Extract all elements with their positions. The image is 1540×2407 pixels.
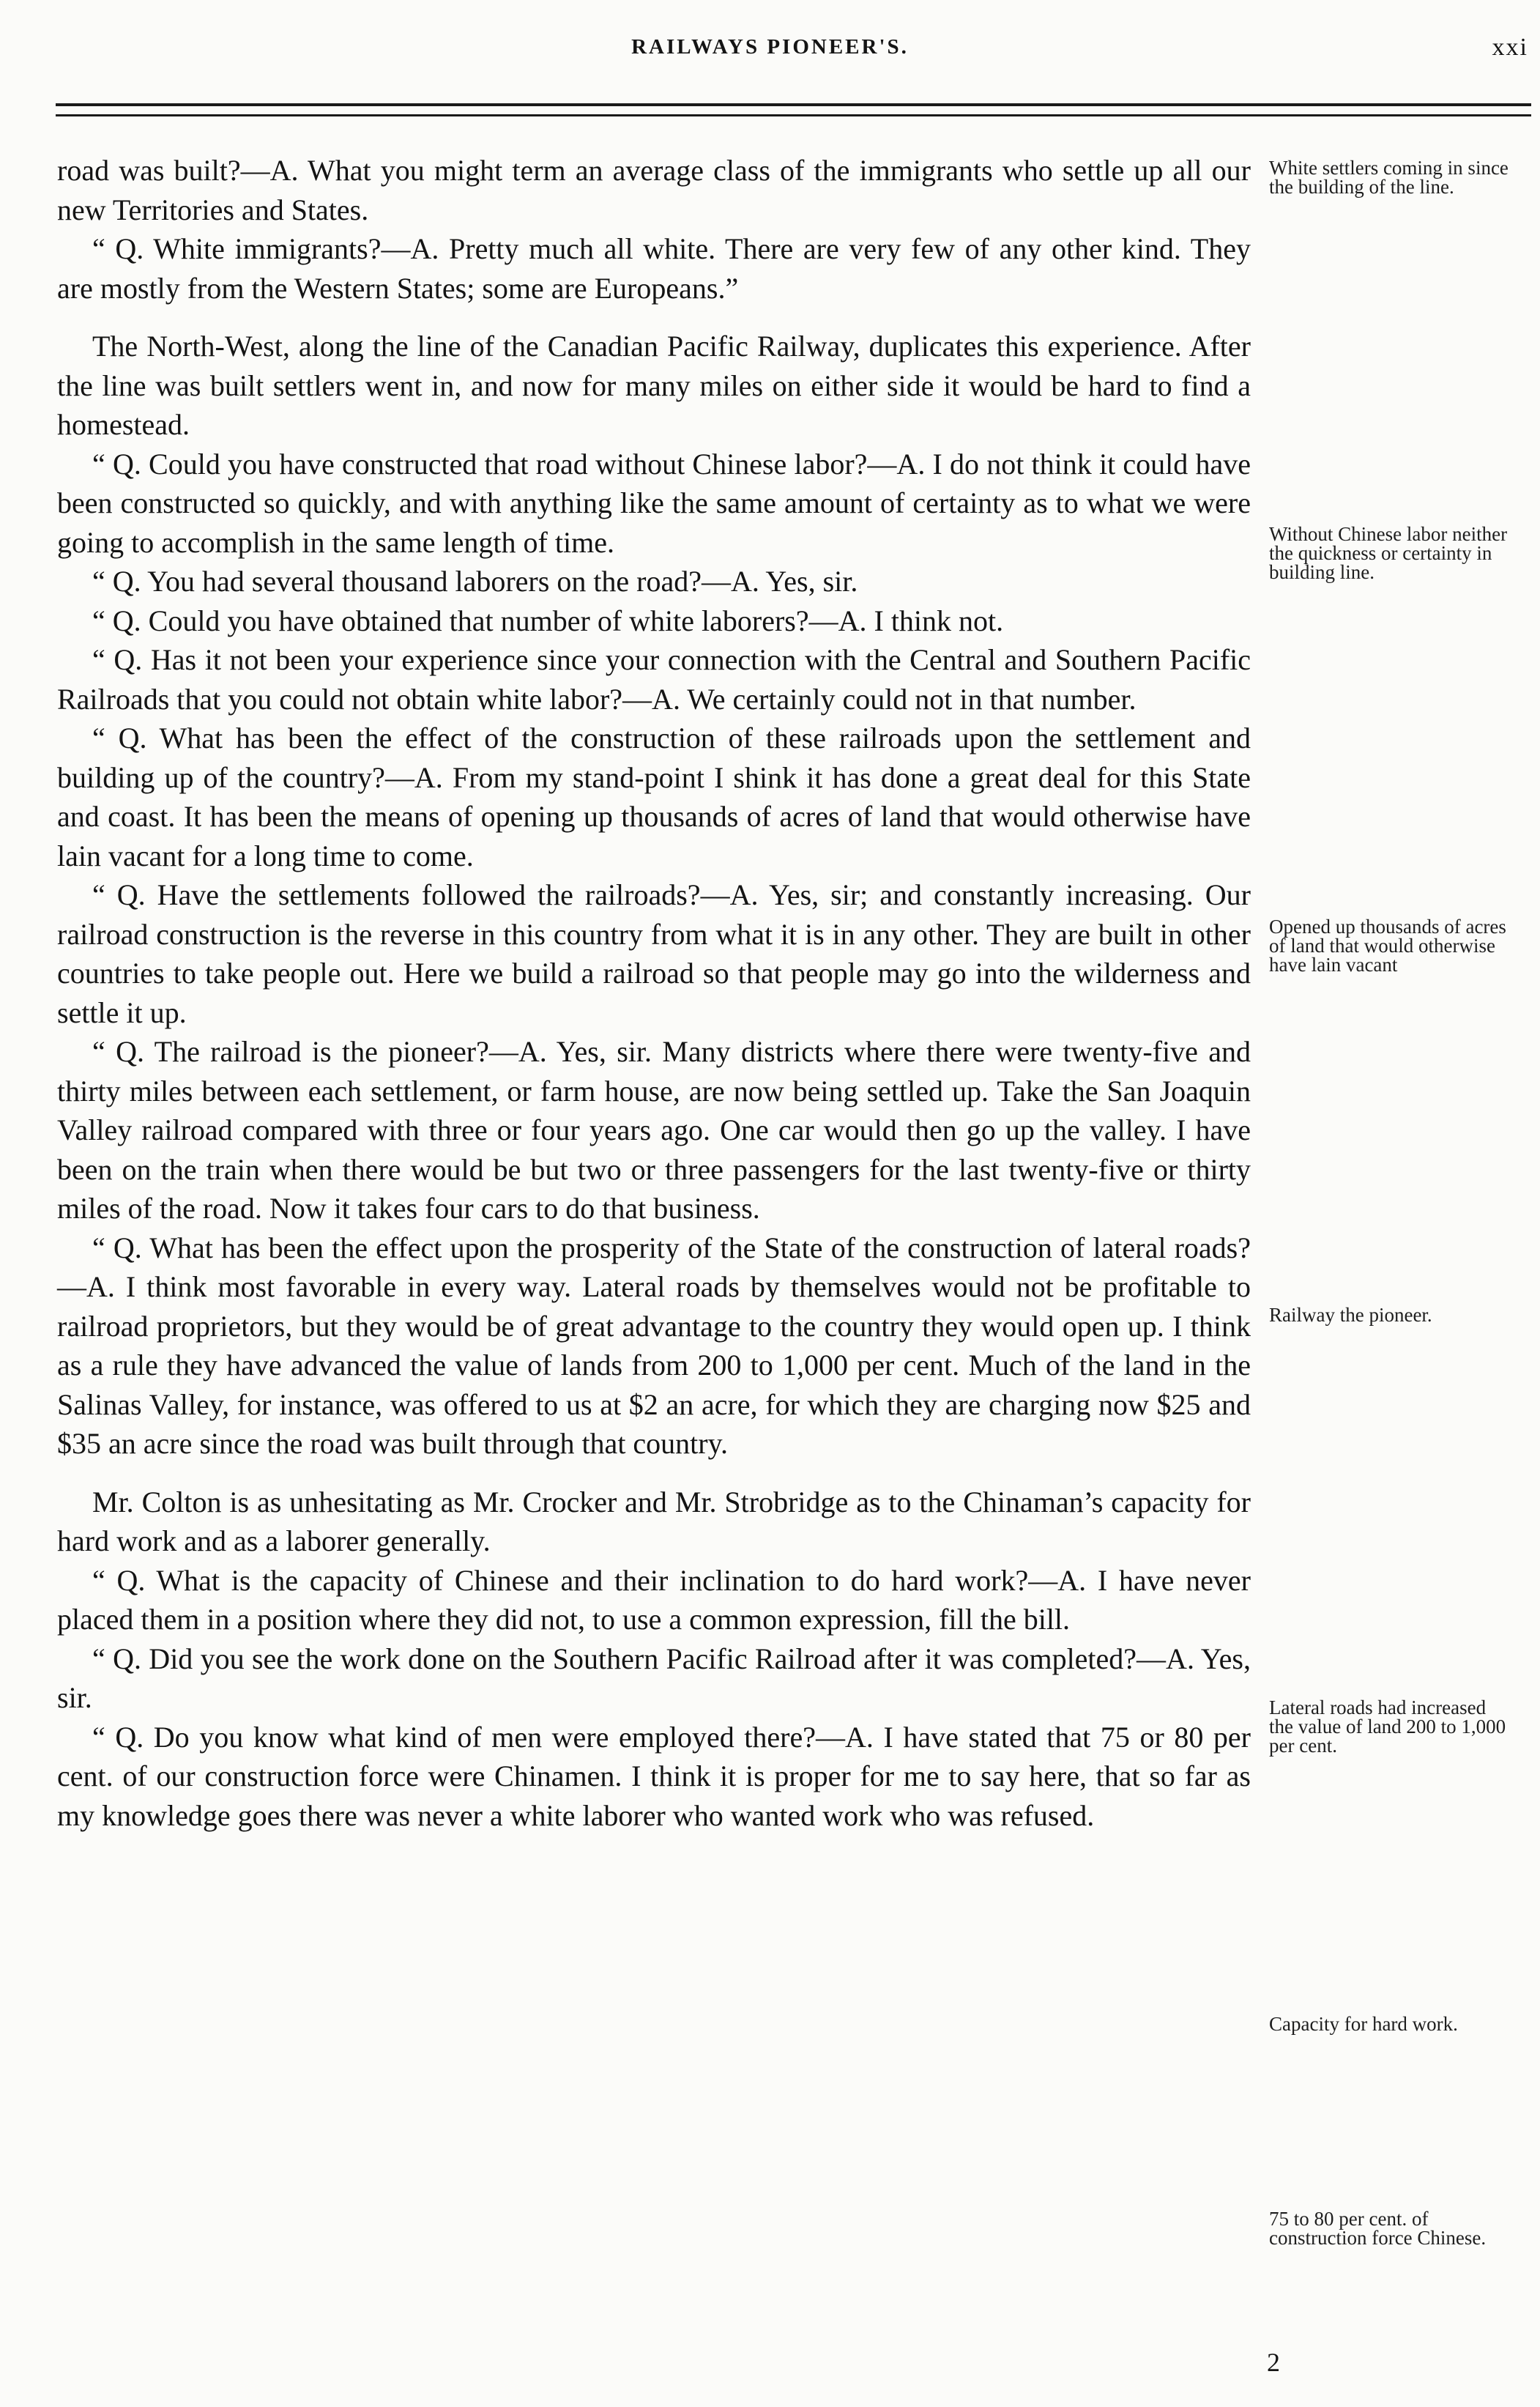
page-number-roman: xxi xyxy=(1492,34,1528,61)
paragraph: road was built?—A. What you might term an average class of the immigrants who settle up all our new Territories and States. xyxy=(57,154,1251,226)
paragraph: “ Q. You had several thousand laborers on the road?—A. Yes, sir. xyxy=(92,565,858,598)
margin-note: White settlers coming in since the building of the line. xyxy=(1269,157,1509,198)
margin-note: Opened up thousands of acres of land that would otherwise have lain vacant xyxy=(1269,916,1506,976)
paragraph: “ Q. What has been the effect upon the prosperity of the State of the construction of lateral roads?—A. I think most favorable in every way. Lateral roads by themselves would not be profitable to railroad proprietors, but they would be of great advantage to the country they would open up. I think as a rule they have advanced the value of lands from 200 to 1,000 per cent. Much of the land in the Salinas Valley, for instance, was offered to us at $2 an acre, for which they are charging now $25 and $35 an acre since the road was built through that country. xyxy=(57,1231,1251,1460)
paragraph: “ Q. White immigrants?—A. Pretty much all white. There are very few of any other kind. They are mostly from the Western States; some are Europeans.” xyxy=(57,232,1251,305)
main-text-column xyxy=(57,151,1251,1835)
paragraph: Mr. Colton is as unhesitating as Mr. Crocker and Mr. Strobridge as to the Chinaman’s capacity for hard work and as a laborer generally. xyxy=(57,1485,1251,1557)
margin-note: Capacity for hard work. xyxy=(1269,2013,1458,2035)
paragraph: “ Q. Did you see the work done on the Southern Pacific Railroad after it was completed?—A. Yes, sir. xyxy=(57,1642,1251,1714)
paragraph: “ Q. Do you know what kind of men were employed there?—A. I have stated that 75 or 80 per cent. of our construction force were Chinamen. I think it is proper for me to say here, that so far as my knowledge goes there was never a white laborer who wanted work who was refused. xyxy=(57,1720,1251,1832)
margin-note: Without Chinese labor neither the quickness or certainty in building line. xyxy=(1269,523,1508,583)
paragraph: “ Q. Could you have obtained that number of white laborers?—A. I think not. xyxy=(92,604,1004,637)
paragraph: “ Q. What has been the effect of the construction of these railroads upon the settlement and building up of the country?—A. From my stand-point I shink it has done a great deal for this State and coast. It has been the means of opening up thousands of acres of land that would otherwise have lain vacant for a long time to come. xyxy=(57,722,1251,872)
paragraph: “ Q. Could you have constructed that road without Chinese labor?—A. I do not think it could have been constructed so quickly, and with anything like the same amount of certainty as to what we were going to accomplish in the same length of time. xyxy=(57,447,1251,559)
running-header xyxy=(0,29,1540,73)
paragraph: “ Q. Has it not been your experience since your connection with the Central and Southern Pacific Railroads that you could not obtain white labor?—A. We certainly could not in that number. xyxy=(57,643,1251,716)
paragraph: “ Q. What is the capacity of Chinese and their inclination to do hard work?—A. I have never placed them in a position where they did not, to use a common expression, fill the bill. xyxy=(57,1563,1251,1636)
header-rule-secondary xyxy=(56,114,1531,116)
margin-note: 75 to 80 per cent. of construction force Chinese. xyxy=(1269,2208,1487,2249)
margin-note: Lateral roads had increased the value of land 200 to 1,000 per cent. xyxy=(1269,1696,1506,1757)
paragraph: “ Q. Have the settlements followed the railroads?—A. Yes, sir; and constantly increasing. Our railroad construction is the reverse in this country from what it is in any other. They are built in other countries to take people out. Here we build a railroad so that people may go into the wilderness and settle it up. xyxy=(57,878,1251,1029)
paragraph: The North-West, along the line of the Canadian Pacific Railway, duplicates this experience. After the line was built settlers went in, and now for many miles on either side it would be hard to find a homestead. xyxy=(57,330,1251,441)
running-title: RAILWAYS PIONEER'S. xyxy=(631,35,909,59)
paragraph: “ Q. The railroad is the pioneer?—A. Yes, sir. Many districts where there were twenty-five and thirty miles between each settlement, or farm house, are now being settled up. Take the San Joaquin Valley railroad compared with three or four years ago. One car would then go up the valley. I have been on the train when there would be but two or three passengers for the last twenty-five or thirty miles of the road. Now it takes four cars to do that business. xyxy=(57,1035,1251,1225)
margin-note: Railway the pioneer. xyxy=(1269,1304,1432,1326)
signature-mark: 2 xyxy=(1267,2348,1280,2377)
header-rule xyxy=(56,103,1531,106)
